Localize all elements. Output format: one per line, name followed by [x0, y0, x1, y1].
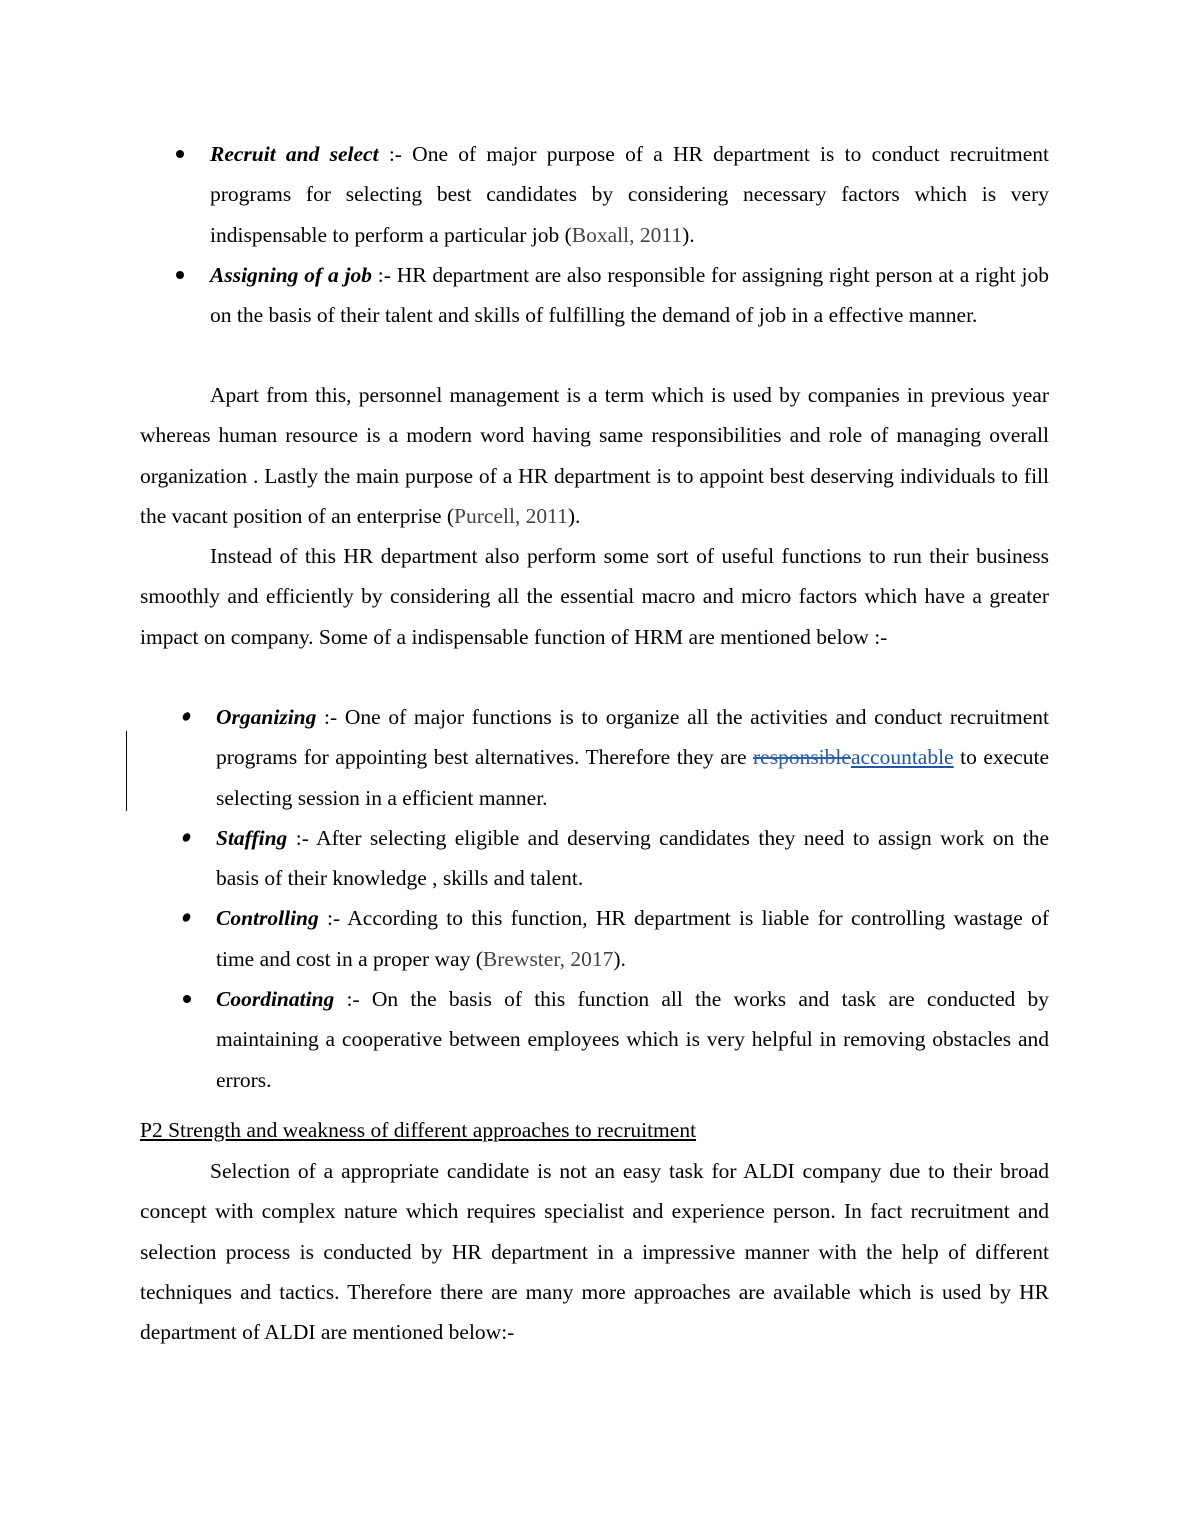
list-item: [140, 818, 1049, 899]
paragraph-text: Instead of this HR department also perform some sort of useful functions to run their business smoothly and efficiently by considering all the essential macro and micro factors which have a greater impact on company. Some of a indispensable function of HRM are mentioned below :-: [140, 544, 1049, 649]
citation: Brewster, 2017: [482, 946, 614, 971]
citation: Purcell, 2011: [454, 503, 568, 528]
term-label: Assigning of a job: [210, 262, 372, 287]
deleted-text: responsible: [753, 745, 851, 770]
item-text: :- One of major functions is to organize all the activities and conduct recruitment programs for appointing best alternatives. Therefore they are: [216, 705, 1049, 770]
item-tail: ).: [613, 946, 626, 971]
term-label: Coordinating: [216, 987, 335, 1012]
term-label: Organizing: [216, 705, 317, 729]
bullet-icon: [176, 150, 184, 158]
track-change-bar: [126, 731, 127, 811]
inserted-text: accountable: [850, 745, 954, 770]
item-tail: ).: [682, 222, 695, 247]
term-label: Staffing: [216, 825, 288, 850]
item-text: :- According to this function, HR department is liable for controlling wastage of time and cost in a proper way (: [216, 906, 1049, 971]
item-text: :- On the basis of this function all the works and task are conducted by maintaining a cooperative between employees which is very helpful in removing obstacles and errors.: [216, 987, 1049, 1092]
list-hr-purposes: [140, 134, 1049, 335]
section-heading: [140, 1110, 1049, 1150]
paragraph-text: Selection of a appropriate candidate is not an easy task for ALDI company due to their broad concept with complex nature which requires specialist and experience person. In fact recruitment and selection process is conducted by HR department in a impressive manner with the help of different techniques and tactics. Therefore there are many more approaches are available which is used by HR department of ALDI are mentioned below:-: [140, 1159, 1049, 1345]
list-hrm-functions: [140, 697, 1049, 1100]
list-item: [140, 697, 1049, 818]
bullet-icon: [181, 832, 192, 843]
bullet-icon: [183, 995, 191, 1003]
term-label: Recruit and select: [210, 142, 379, 166]
paragraph-text: Apart from this, personnel management is a term which is used by companies in previous year whereas human resource is a modern word having same responsibilities and role of managing overall organization . Lastly the main purpose of a HR department is to appoint best deserving individuals to fill the vacant position of an enterprise (: [140, 383, 1049, 528]
bullet-icon: [181, 711, 192, 722]
list-item: [140, 134, 1049, 255]
list-item: [140, 255, 1049, 336]
paragraph-selection: [140, 1151, 1049, 1352]
paragraph-tail: ).: [567, 503, 581, 528]
bullet-icon: [176, 271, 184, 279]
citation: Boxall, 2011: [571, 222, 683, 247]
paragraph-hr-functions: [140, 536, 1049, 657]
heading-text: P2 Strength and weakness of different approaches to recruitment: [140, 1118, 697, 1142]
list-item: [140, 979, 1049, 1100]
bullet-icon: [181, 912, 192, 923]
item-text: :- One of major purpose of a HR department is to conduct recruitment programs for selecting best candidates by considering necessary factors which is very indispensable to perform a particular job (: [210, 142, 1049, 247]
list-item: [140, 898, 1049, 979]
item-text: :- HR department are also responsible for assigning right person at a right job on the basis of their talent and skills of fulfilling the demand of job in a effective manner.: [210, 262, 1049, 328]
item-text: :- After selecting eligible and deserving candidates they need to assign work on the basis of their knowledge , skills and talent.: [216, 825, 1049, 891]
term-label: Controlling: [216, 906, 319, 931]
item-tail: to execute selecting session in a efficient manner.: [216, 745, 1049, 810]
paragraph-personnel-management: [140, 375, 1049, 536]
